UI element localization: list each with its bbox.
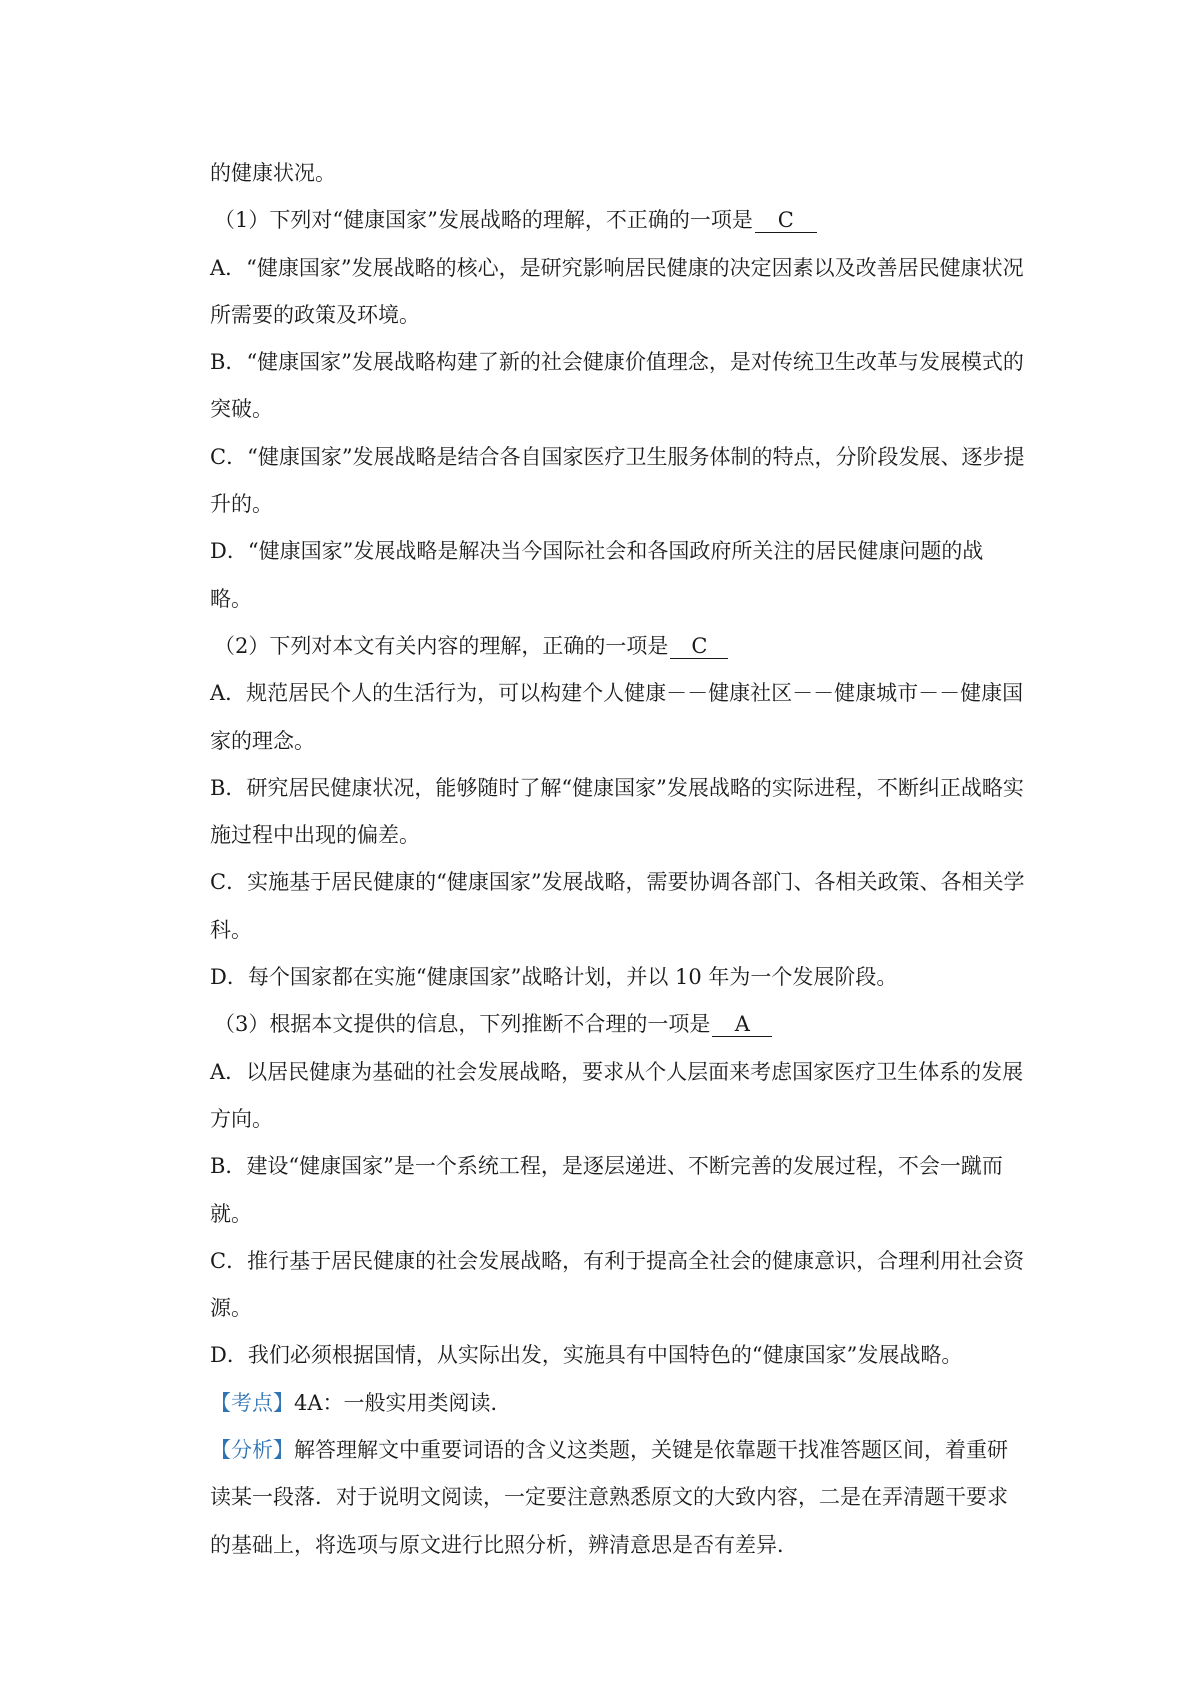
question-3-stem-text: （3）根据本文提供的信息，下列推断不合理的一项是 (214, 1012, 711, 1037)
option-text: “健康国家”发展战略是解决当今国际社会和各国政府所关注的居民健康问题的战略。 (210, 539, 984, 611)
option-text: 规范居民个人的生活行为，可以构建个人健康－－健康社区－－健康城市－－健康国家的理念。 (210, 681, 1024, 753)
option-text: 研究居民健康状况，能够随时了解“健康国家”发展战略的实际进程，不断纠正战略实施过程中出现的偏差。 (210, 775, 1024, 848)
option-text: 我们必须根据国情，从实际出发，实施具有中国特色的“健康国家”发展战略。 (247, 1343, 963, 1368)
option-label: C． (210, 870, 248, 895)
option-label: D． (210, 965, 248, 990)
question-1-option-b (210, 339, 1025, 434)
question-1-answer: C (755, 208, 817, 233)
kaodian-tag: 【考点】 (210, 1390, 294, 1415)
fenxi-text: 解答理解文中重要词语的含义这类题，关键是依靠题干找准答题区间，着重研读某一段落．对于说明文阅读，一定要注意熟悉原文的大致内容，二是在弄清题干要求的基础上，将选项与原文进行比照分析，辨清意思是否有差异． (210, 1438, 1008, 1557)
question-1-option-d (210, 528, 1025, 623)
kaodian-text: 4A：一般实用类阅读． (294, 1390, 512, 1415)
question-3-option-b (210, 1143, 1025, 1238)
option-label: A． (210, 681, 247, 706)
kaodian-section (210, 1380, 1025, 1427)
option-label: A． (210, 255, 247, 280)
question-1-stem-text: （1）下列对“健康国家”发展战略的理解，不正确的一项是 (214, 208, 753, 233)
option-text: 推行基于居民健康的社会发展战略，有利于提高全社会的健康意识，合理利用社会资源。 (210, 1248, 1025, 1321)
option-text: 以居民健康为基础的社会发展战略，要求从个人层面来考虑国家医疗卫生体系的发展方向。 (210, 1059, 1024, 1131)
question-1-option-a (210, 245, 1025, 340)
option-label: D． (210, 1343, 248, 1368)
question-2-stem (210, 623, 1025, 670)
question-1-stem (210, 197, 1025, 244)
option-label: B． (210, 350, 247, 375)
question-2-option-d (210, 954, 1025, 1001)
option-label: C． (210, 444, 248, 469)
option-text: “健康国家”发展战略的核心，是研究影响居民健康的决定因素以及改善居民健康状况所需要的政策及环境。 (210, 255, 1024, 327)
option-text: “健康国家”发展战略是结合各自国家医疗卫生服务体制的特点，分阶段发展、逐步提升的。 (210, 444, 1025, 517)
question-3-option-d (210, 1332, 1025, 1379)
question-2-answer: C (670, 634, 728, 659)
question-3-answer: A (712, 1012, 772, 1037)
fenxi-section (210, 1427, 1025, 1569)
fenxi-tag: 【分析】 (210, 1438, 294, 1463)
question-1-option-c (210, 434, 1025, 529)
option-text: 实施基于居民健康的“健康国家”发展战略，需要协调各部门、各相关政策、各相关学科。 (210, 870, 1025, 942)
option-label: A． (210, 1059, 247, 1084)
question-2-option-c (210, 859, 1025, 954)
option-text: 建设“健康国家”是一个系统工程，是逐层递进、不断完善的发展过程，不会一蹴而就。 (210, 1154, 1003, 1226)
option-label: C． (210, 1248, 248, 1273)
option-label: D． (210, 539, 248, 564)
option-text: 每个国家都在实施“健康国家”战略计划，并以 10 年为一个发展阶段。 (247, 965, 898, 990)
question-3-stem (210, 1001, 1025, 1048)
option-text: “健康国家”发展战略构建了新的社会健康价值理念，是对传统卫生改革与发展模式的突破。 (210, 350, 1024, 422)
option-label: B． (210, 775, 247, 800)
question-3-option-c (210, 1238, 1025, 1333)
question-2-option-b (210, 765, 1025, 860)
question-2-stem-text: （2）下列对本文有关内容的理解，正确的一项是 (214, 633, 669, 658)
option-label: B． (210, 1154, 247, 1179)
question-3-option-a (210, 1049, 1025, 1144)
question-2-option-a (210, 670, 1025, 765)
document-body (210, 150, 1025, 1569)
intro-tail: 的健康状况。 (210, 161, 336, 185)
